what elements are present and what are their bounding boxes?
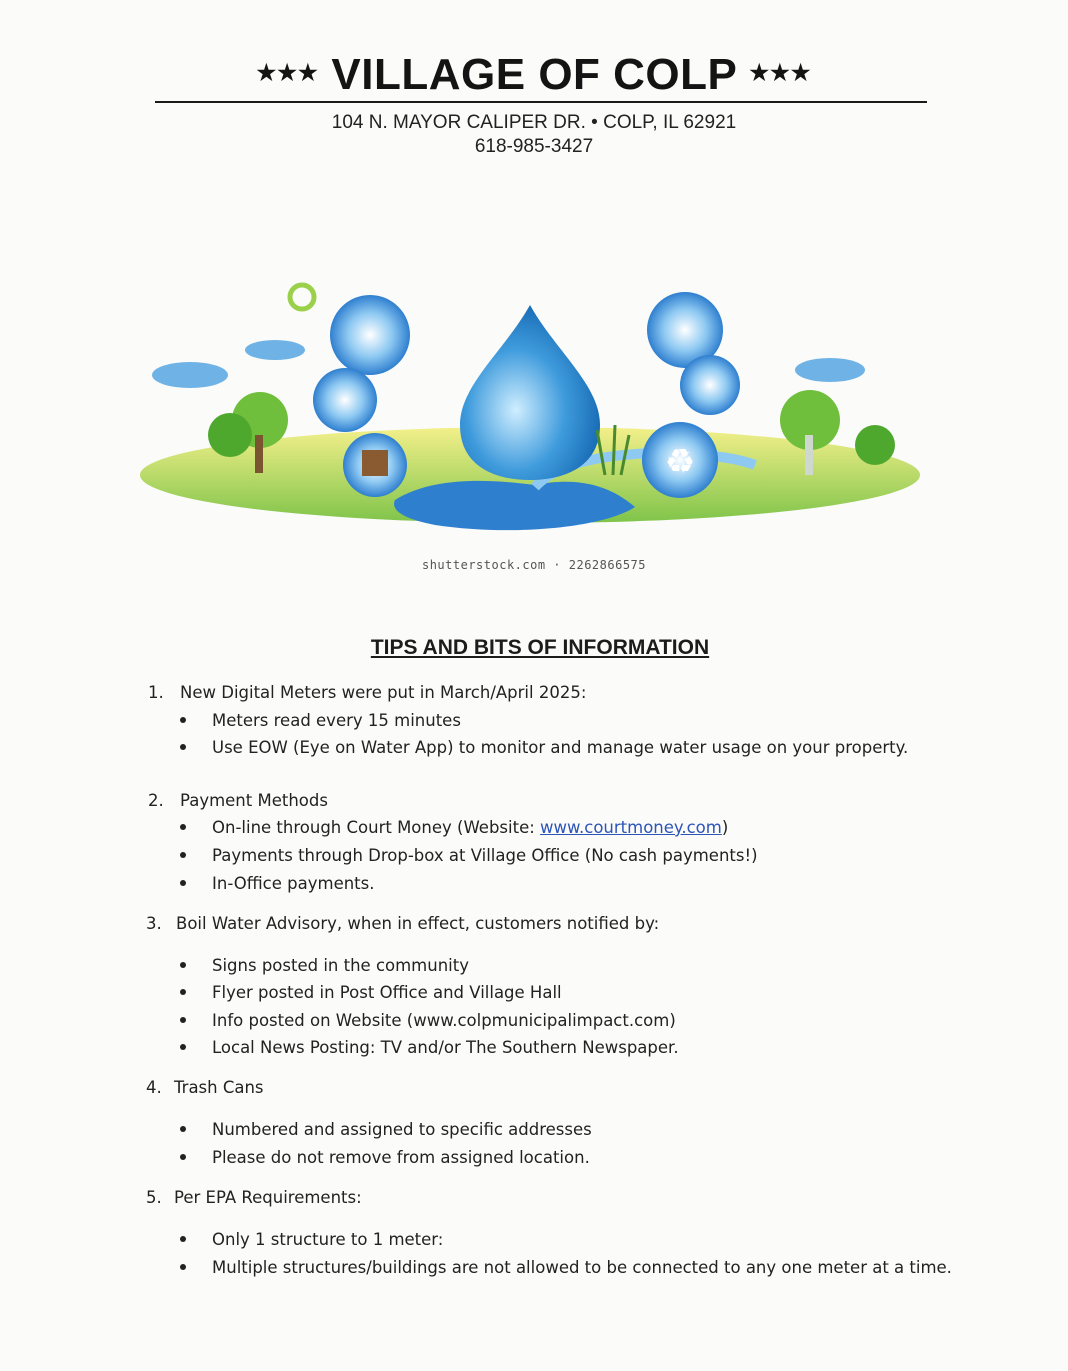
- stars-left: ★★★: [256, 60, 319, 86]
- bullet-text: Only 1 structure to 1 meter:: [212, 1230, 444, 1249]
- bullet-dot: [180, 1044, 186, 1050]
- list-item-3: [146, 914, 659, 933]
- warning-sign: [362, 450, 388, 476]
- bullet-dot: [180, 852, 186, 858]
- title-text: VILLAGE OF COLP: [331, 50, 737, 99]
- item-number: 5.: [146, 1188, 162, 1207]
- item-text: New Digital Meters were put in March/April 2025:: [180, 683, 587, 702]
- recycle-glyph: ♻: [664, 442, 696, 482]
- item-number: 4.: [146, 1078, 162, 1097]
- item-text: Payment Methods: [180, 791, 328, 810]
- cloud-icon: [152, 362, 228, 388]
- bullet-dot: [180, 1017, 186, 1023]
- list-item-2: [148, 791, 328, 810]
- phone-number: 618-985-3427: [474, 136, 594, 157]
- item-number: 3.: [146, 914, 162, 933]
- bush-icon: [855, 425, 895, 465]
- bullet-dot: [180, 1264, 186, 1270]
- item-text: Trash Cans: [174, 1078, 264, 1097]
- house-faucet-icon: [330, 295, 410, 375]
- bullet-dot: [180, 1126, 186, 1132]
- item-number: 1.: [148, 683, 164, 702]
- tree-trunk: [805, 435, 813, 475]
- bullet-dot: [180, 1154, 186, 1160]
- bullet-text: Use EOW (Eye on Water App) to monitor and manage water usage on your property.: [212, 738, 909, 757]
- bullet-text: Info posted on Website (www.colpmunicipalimpact.com): [212, 1011, 676, 1030]
- tree-icon: [208, 413, 252, 457]
- list-item-1: [148, 683, 586, 702]
- item-text: Boil Water Advisory, when in effect, customers notified by:: [176, 914, 660, 933]
- image-credit: shutterstock.com · 2262866575: [421, 558, 646, 572]
- bullet-text-suffix: ): [721, 818, 729, 837]
- stars-right: ★★★: [749, 60, 812, 86]
- page-title: [0, 50, 1068, 100]
- list-item-4: [146, 1078, 264, 1097]
- header-divider: [155, 101, 927, 103]
- bullet-text: In-Office payments.: [212, 874, 375, 893]
- list-item-5: [146, 1188, 362, 1207]
- tree-trunk: [255, 435, 263, 473]
- pond-shape: [394, 481, 635, 530]
- bullet-text: Meters read every 15 minutes: [212, 711, 461, 730]
- bullet-text: Numbered and assigned to specific addresses: [212, 1120, 592, 1139]
- cloud-icon: [795, 358, 865, 382]
- bullet-text: [212, 818, 728, 837]
- bullet-text: Multiple structures/buildings are not allowed to be connected to any one meter at a time.: [212, 1258, 952, 1277]
- bullet-dot: [180, 962, 186, 968]
- bullet-text: Local News Posting: TV and/or The Southern Newspaper.: [212, 1038, 679, 1057]
- cloud-icon: [245, 340, 305, 360]
- bullet-text-prefix: On-line through Court Money (Website:: [212, 818, 541, 837]
- item-number: 2.: [148, 791, 164, 810]
- sun-icon: [290, 285, 314, 309]
- bullet-dot: [180, 824, 186, 830]
- bullet-text: Signs posted in the community: [212, 956, 469, 975]
- bathroom-icon: [313, 368, 377, 432]
- bullet-dot: [180, 989, 186, 995]
- water-illustration: [135, 275, 925, 555]
- bullet-dot: [180, 880, 186, 886]
- hand-drop-icon: [680, 355, 740, 415]
- water-drop-icon: [460, 305, 600, 480]
- bullet-dot: [180, 744, 186, 750]
- bullet-text: Please do not remove from assigned location.: [212, 1148, 590, 1167]
- courtmoney-link[interactable]: www.courtmoney.com: [540, 818, 722, 837]
- section-title: TIPS AND BITS OF INFORMATION: [370, 636, 710, 659]
- address: 104 N. MAYOR CALIPER DR. • COLP, IL 62921: [331, 112, 737, 133]
- bullet-dot: [180, 717, 186, 723]
- bullet-text: Payments through Drop-box at Village Office (No cash payments!): [212, 846, 758, 865]
- bullet-dot: [180, 1236, 186, 1242]
- bullet-text: Flyer posted in Post Office and Village Hall: [212, 983, 562, 1002]
- item-text: Per EPA Requirements:: [174, 1188, 362, 1207]
